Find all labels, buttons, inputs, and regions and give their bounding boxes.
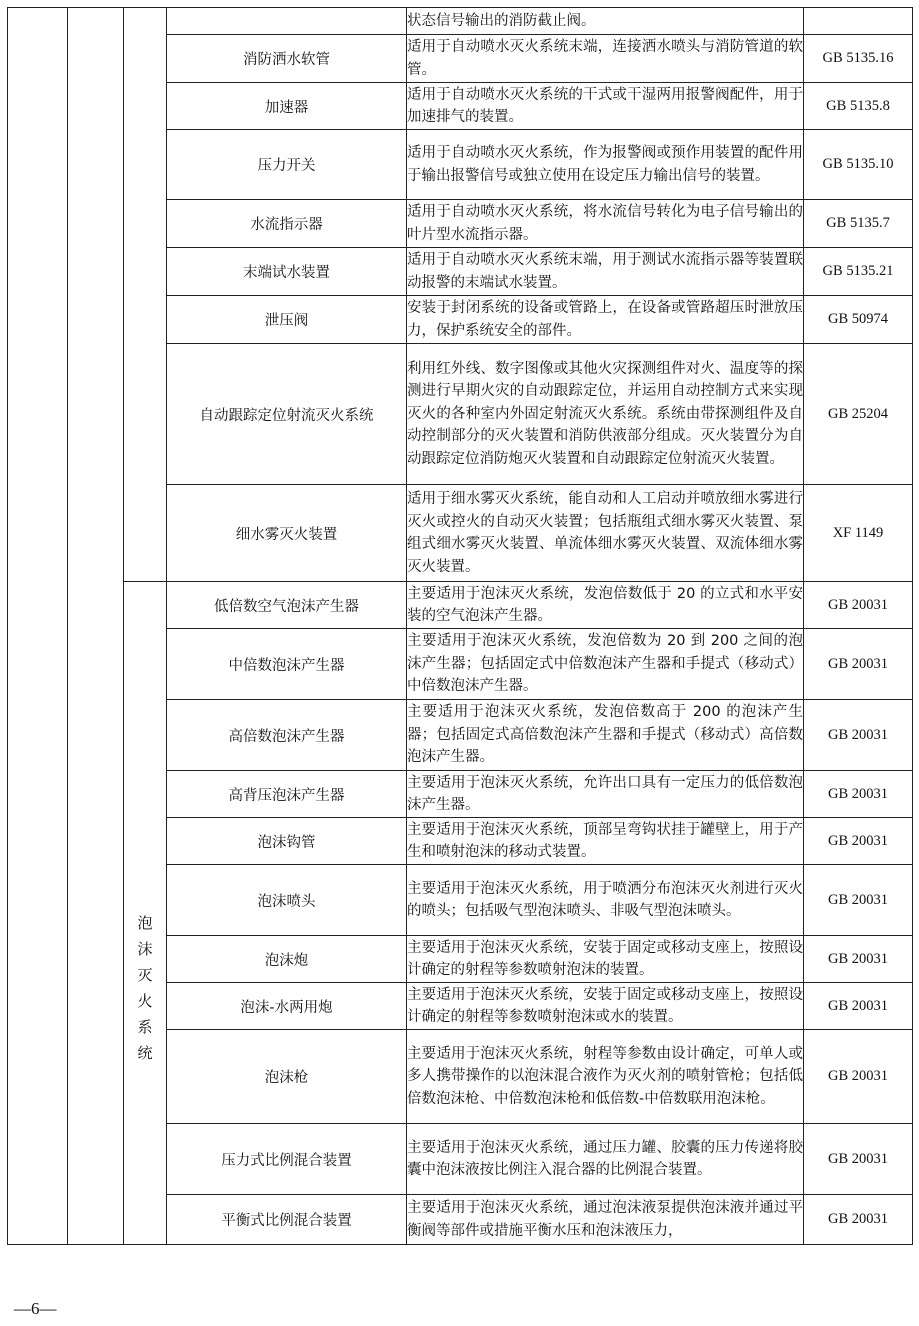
standard-cell: GB 20031: [804, 865, 913, 936]
description-cell: 主要适用于泡沫灭火系统，顶部呈弯钩状挂于罐壁上，用于产生和喷射泡沫的移动式装置。: [407, 818, 804, 865]
product-name-cell: 泡沫-水两用炮: [167, 983, 407, 1030]
description-cell: 主要适用于泡沫灭火系统，安装于固定或移动支座上，按照设计确定的射程等参数喷射泡沫或水的装置。: [407, 983, 804, 1030]
standard-cell: GB 25204: [804, 344, 913, 485]
description-cell: 安装于封闭系统的设备或管路上，在设备或管路超压时泄放压力，保护系统安全的部件。: [407, 296, 804, 344]
description-cell: 主要适用于泡沫灭火系统，发泡倍数高于 200 的泡沫产生器；包括固定式高倍数泡沫产生器和手提式（移动式）高倍数泡沫产生器。: [407, 700, 804, 771]
description-cell: 主要适用于泡沫灭火系统，通过压力罐、胶囊的压力传递将胶囊中泡沫液按比例注入混合器的比例混合装置。: [407, 1124, 804, 1195]
product-name-cell: 自动跟踪定位射流灭火系统: [167, 344, 407, 485]
standard-cell: GB 5135.16: [804, 35, 913, 83]
product-name-cell: 泡沫钩管: [167, 818, 407, 865]
standard-cell: GB 20031: [804, 983, 913, 1030]
standard-cell: GB 5135.10: [804, 130, 913, 200]
product-name-cell: 泡沫喷头: [167, 865, 407, 936]
standard-cell: XF 1149: [804, 485, 913, 582]
standard-cell: GB 20031: [804, 771, 913, 818]
description-cell: 主要适用于泡沫灭火系统，发泡倍数为 20 到 200 之间的泡沫产生器；包括固定式中倍数泡沫产生器和手提式（移动式）中倍数泡沫产生器。: [407, 629, 804, 700]
standards-table: [7, 7, 913, 1245]
product-name-cell: 高背压泡沫产生器: [167, 771, 407, 818]
description-cell: 适用于自动喷水灭火系统的干式或干湿两用报警阀配件，用于加速排气的装置。: [407, 83, 804, 130]
description-cell: 主要适用于泡沫灭火系统，安装于固定或移动支座上，按照设计确定的射程等参数喷射泡沫的装置。: [407, 936, 804, 983]
description-cell: 利用红外线、数字图像或其他火灾探测组件对火、温度等的探测进行早期火灾的自动跟踪定位，并运用自动控制方式来实现灭火的各种室内外固定射流灭火系统。系统由带探测组件及自动控制部分的灭火装置和消防供液部分组成。灭火装置分为自动跟踪定位消防炮灭火装置和自动跟踪定位射流灭火装置。: [407, 344, 804, 485]
description-cell: 适用于自动喷水灭火系统末端，用于测试水流指示器等装置联动报警的末端试水装置。: [407, 248, 804, 296]
page-number: —6—: [14, 1299, 57, 1318]
standard-cell: GB 20031: [804, 1030, 913, 1124]
product-name-cell: 细水雾灭火装置: [167, 485, 407, 582]
standard-cell: GB 20031: [804, 1124, 913, 1195]
description-cell: 适用于自动喷水灭火系统，将水流信号转化为电子信号输出的叶片型水流指示器。: [407, 200, 804, 248]
level-2-category-cell: [68, 8, 124, 1245]
description-cell: 主要适用于泡沫灭火系统，发泡倍数低于 20 的立式和水平安装的空气泡沫产生器。: [407, 582, 804, 629]
standard-cell: [804, 8, 913, 35]
product-name-cell: 中倍数泡沫产生器: [167, 629, 407, 700]
description-cell: 适用于细水雾灭火系统，能自动和人工启动并喷放细水雾进行灭火或控火的自动灭火装置；包括瓶组式细水雾灭火装置、泵组式细水雾灭火装置、单流体细水雾灭火装置、双流体细水雾灭火装置。: [407, 485, 804, 582]
product-name-cell: 低倍数空气泡沫产生器: [167, 582, 407, 629]
standard-cell: GB 20031: [804, 629, 913, 700]
level-1-category-cell: [8, 8, 68, 1245]
standard-cell: GB 5135.21: [804, 248, 913, 296]
standard-cell: GB 20031: [804, 582, 913, 629]
standard-cell: GB 20031: [804, 818, 913, 865]
description-cell: 主要适用于泡沫灭火系统，用于喷洒分布泡沫灭火剂进行灭火的喷头；包括吸气型泡沫喷头、非吸气型泡沫喷头。: [407, 865, 804, 936]
product-name-cell: 加速器: [167, 83, 407, 130]
foam-category-cell: [124, 582, 167, 1245]
description-cell: 适用于自动喷水灭火系统，作为报警阀或预作用装置的配件用于输出报警信号或独立使用在设定压力输出信号的装置。: [407, 130, 804, 200]
product-name-cell: 泡沫炮: [167, 936, 407, 983]
description-cell: 主要适用于泡沫灭火系统，允许出口具有一定压力的低倍数泡沫产生器。: [407, 771, 804, 818]
product-name-cell: 泄压阀: [167, 296, 407, 344]
standard-cell: GB 50974: [804, 296, 913, 344]
description-cell: 主要适用于泡沫灭火系统，射程等参数由设计确定，可单人或多人携带操作的以泡沫混合液作为灭火剂的喷射管枪；包括低倍数泡沫枪、中倍数泡沫枪和低倍数-中倍数联用泡沫枪。: [407, 1030, 804, 1124]
product-name-cell: 平衡式比例混合装置: [167, 1195, 407, 1245]
product-name-cell: [167, 8, 407, 35]
standard-cell: GB 5135.7: [804, 200, 913, 248]
standard-cell: GB 20031: [804, 1195, 913, 1245]
sprinkler-category-cell: [124, 8, 167, 582]
product-name-cell: 泡沫枪: [167, 1030, 407, 1124]
table-row: [8, 8, 913, 35]
product-name-cell: 消防洒水软管: [167, 35, 407, 83]
standard-cell: GB 20031: [804, 936, 913, 983]
description-cell: 状态信号输出的消防截止阀。: [407, 8, 804, 35]
product-name-cell: 水流指示器: [167, 200, 407, 248]
standard-cell: GB 5135.8: [804, 83, 913, 130]
product-name-cell: 末端试水装置: [167, 248, 407, 296]
product-name-cell: 压力开关: [167, 130, 407, 200]
product-name-cell: 压力式比例混合装置: [167, 1124, 407, 1195]
table-row: [8, 582, 913, 629]
foam-category-label: 泡沫灭火系统: [137, 914, 153, 1062]
product-name-cell: 高倍数泡沫产生器: [167, 700, 407, 771]
description-cell: 适用于自动喷水灭火系统末端，连接洒水喷头与消防管道的软管。: [407, 35, 804, 83]
standard-cell: GB 20031: [804, 700, 913, 771]
description-cell: 主要适用于泡沫灭火系统，通过泡沫液泵提供泡沫液并通过平衡阀等部件或措施平衡水压和泡沫液压力，: [407, 1195, 804, 1245]
